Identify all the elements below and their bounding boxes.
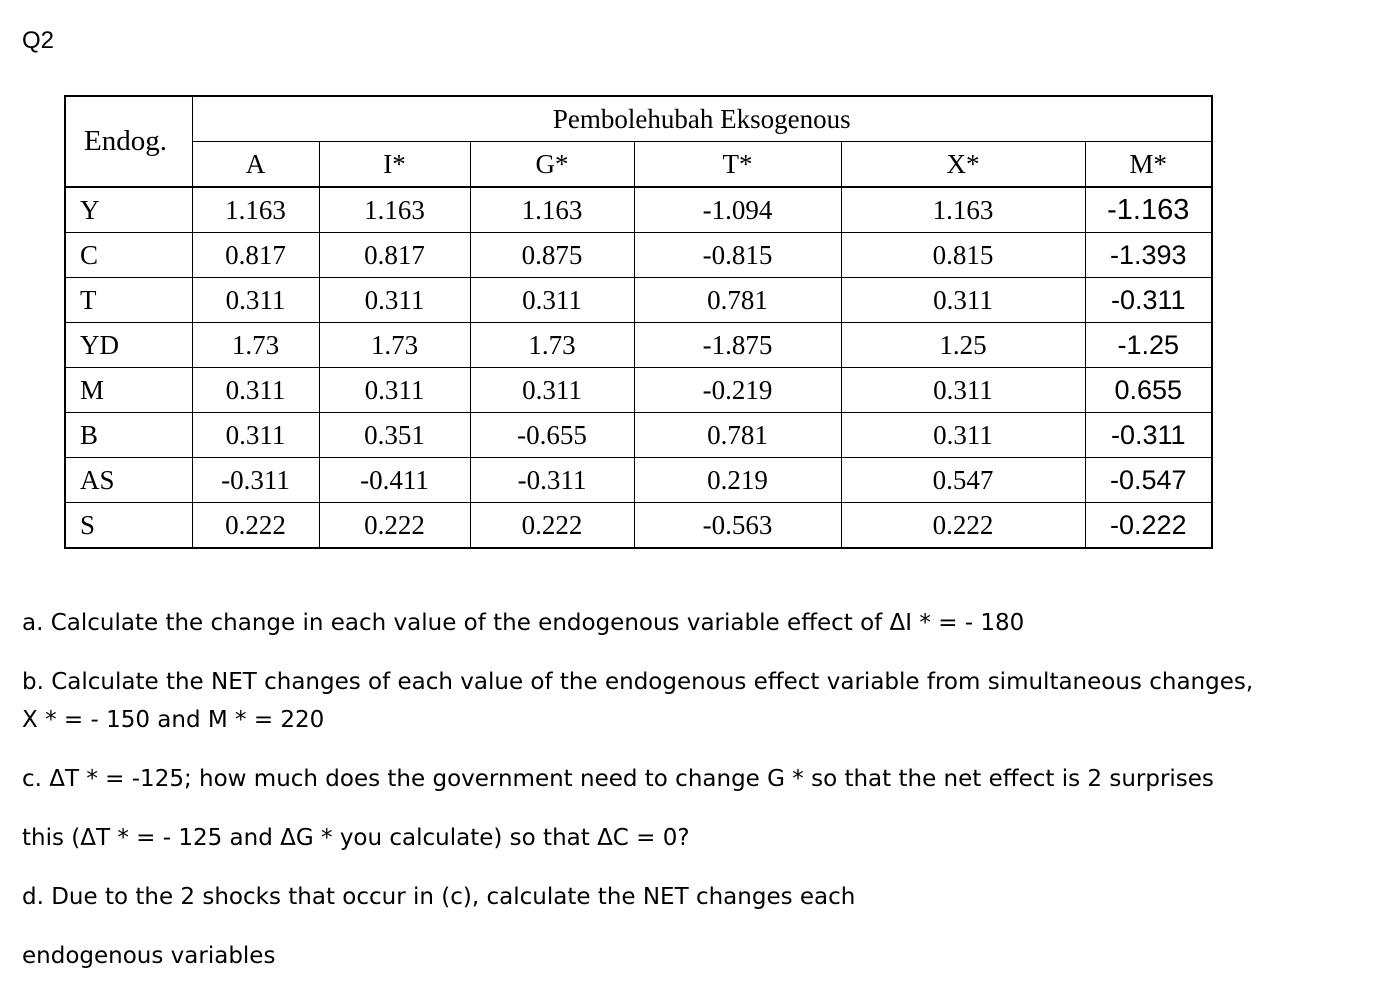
column-header-t: T*	[634, 142, 841, 188]
table-cell: 0.311	[841, 413, 1085, 458]
table-cell: -0.311	[470, 458, 634, 503]
column-header-i: I*	[319, 142, 470, 188]
table-cell: 1.25	[841, 323, 1085, 368]
table-cell: 0.817	[319, 233, 470, 278]
table-cell: 0.781	[634, 413, 841, 458]
question-list	[22, 604, 1372, 975]
column-header-row	[65, 142, 1212, 188]
table-cell: 0.311	[841, 368, 1085, 413]
table-cell: 0.222	[192, 503, 319, 549]
row-label: T	[65, 278, 192, 323]
table-cell: 1.73	[470, 323, 634, 368]
table-row	[65, 368, 1212, 413]
table-cell: 0.547	[841, 458, 1085, 503]
table-cell: 0.311	[192, 278, 319, 323]
table-cell: 0.222	[319, 503, 470, 549]
table-row	[65, 323, 1212, 368]
row-label: YD	[65, 323, 192, 368]
table-cell: 0.222	[841, 503, 1085, 549]
table-cell: 0.311	[470, 278, 634, 323]
question-c-continued: this (ΔT * = - 125 and ΔG * you calculate) so that ΔC = 0?	[22, 825, 690, 851]
question-d: d. Due to the 2 shocks that occur in (c), calculate the NET changes each	[22, 884, 856, 910]
table-cell: -1.875	[634, 323, 841, 368]
question-d-continued: endogenous variables	[22, 943, 276, 969]
table-cell: 1.163	[319, 187, 470, 233]
column-header-g: G*	[470, 142, 634, 188]
table-cell: -1.25	[1085, 323, 1212, 368]
endogenous-header: Endog.	[65, 96, 192, 187]
table-header-row	[65, 96, 1212, 142]
table-row	[65, 458, 1212, 503]
table-cell: -1.393	[1085, 233, 1212, 278]
table-cell: 1.163	[192, 187, 319, 233]
table-cell: -0.219	[634, 368, 841, 413]
table-row	[65, 503, 1212, 549]
row-label: AS	[65, 458, 192, 503]
table-cell: 0.781	[634, 278, 841, 323]
table-cell: 0.655	[1085, 368, 1212, 413]
table-cell: 0.311	[192, 413, 319, 458]
question-b-continued: X * = - 150 and M * = 220	[22, 707, 325, 733]
table-cell: 0.311	[319, 368, 470, 413]
multiplier-table	[64, 95, 1213, 549]
question-a: a. Calculate the change in each value of the endogenous variable effect of ΔI * = - 180	[22, 610, 1025, 636]
table-cell: -0.311	[1085, 413, 1212, 458]
table-cell: 0.219	[634, 458, 841, 503]
table-cell: -0.655	[470, 413, 634, 458]
table-cell: -1.163	[1085, 187, 1212, 233]
row-label: M	[65, 368, 192, 413]
table-cell: -0.222	[1085, 503, 1212, 549]
table-cell: 1.163	[470, 187, 634, 233]
table-row	[65, 278, 1212, 323]
table-cell: -0.411	[319, 458, 470, 503]
table-cell: -0.311	[192, 458, 319, 503]
table-cell: 0.817	[192, 233, 319, 278]
column-header-a: A	[192, 142, 319, 188]
table-row	[65, 413, 1212, 458]
row-label: B	[65, 413, 192, 458]
table-cell: 0.311	[192, 368, 319, 413]
exogenous-group-header: Pembolehubah Eksogenous	[192, 96, 1212, 142]
table-cell: 1.163	[841, 187, 1085, 233]
table-row	[65, 233, 1212, 278]
table-cell: -0.815	[634, 233, 841, 278]
question-number: Q2	[22, 27, 55, 54]
table-cell: 0.311	[470, 368, 634, 413]
row-label: C	[65, 233, 192, 278]
table-cell: -1.094	[634, 187, 841, 233]
table-cell: 0.311	[841, 278, 1085, 323]
column-header-x: X*	[841, 142, 1085, 188]
row-label: S	[65, 503, 192, 549]
table-cell: 0.875	[470, 233, 634, 278]
table-cell: 0.222	[470, 503, 634, 549]
table-cell: -0.563	[634, 503, 841, 549]
table-cell: 1.73	[192, 323, 319, 368]
table-cell: 0.815	[841, 233, 1085, 278]
table-cell: 0.311	[319, 278, 470, 323]
question-b: b. Calculate the NET changes of each value of the endogenous effect variable from simultaneous changes,	[22, 669, 1254, 695]
table-cell: -0.311	[1085, 278, 1212, 323]
table-row	[65, 187, 1212, 233]
question-c: c. ΔT * = -125; how much does the government need to change G * so that the net effect is 2 surprises	[22, 766, 1214, 792]
table-cell: -0.547	[1085, 458, 1212, 503]
column-header-m: M*	[1085, 142, 1212, 188]
table-cell: 0.351	[319, 413, 470, 458]
row-label: Y	[65, 187, 192, 233]
table-cell: 1.73	[319, 323, 470, 368]
